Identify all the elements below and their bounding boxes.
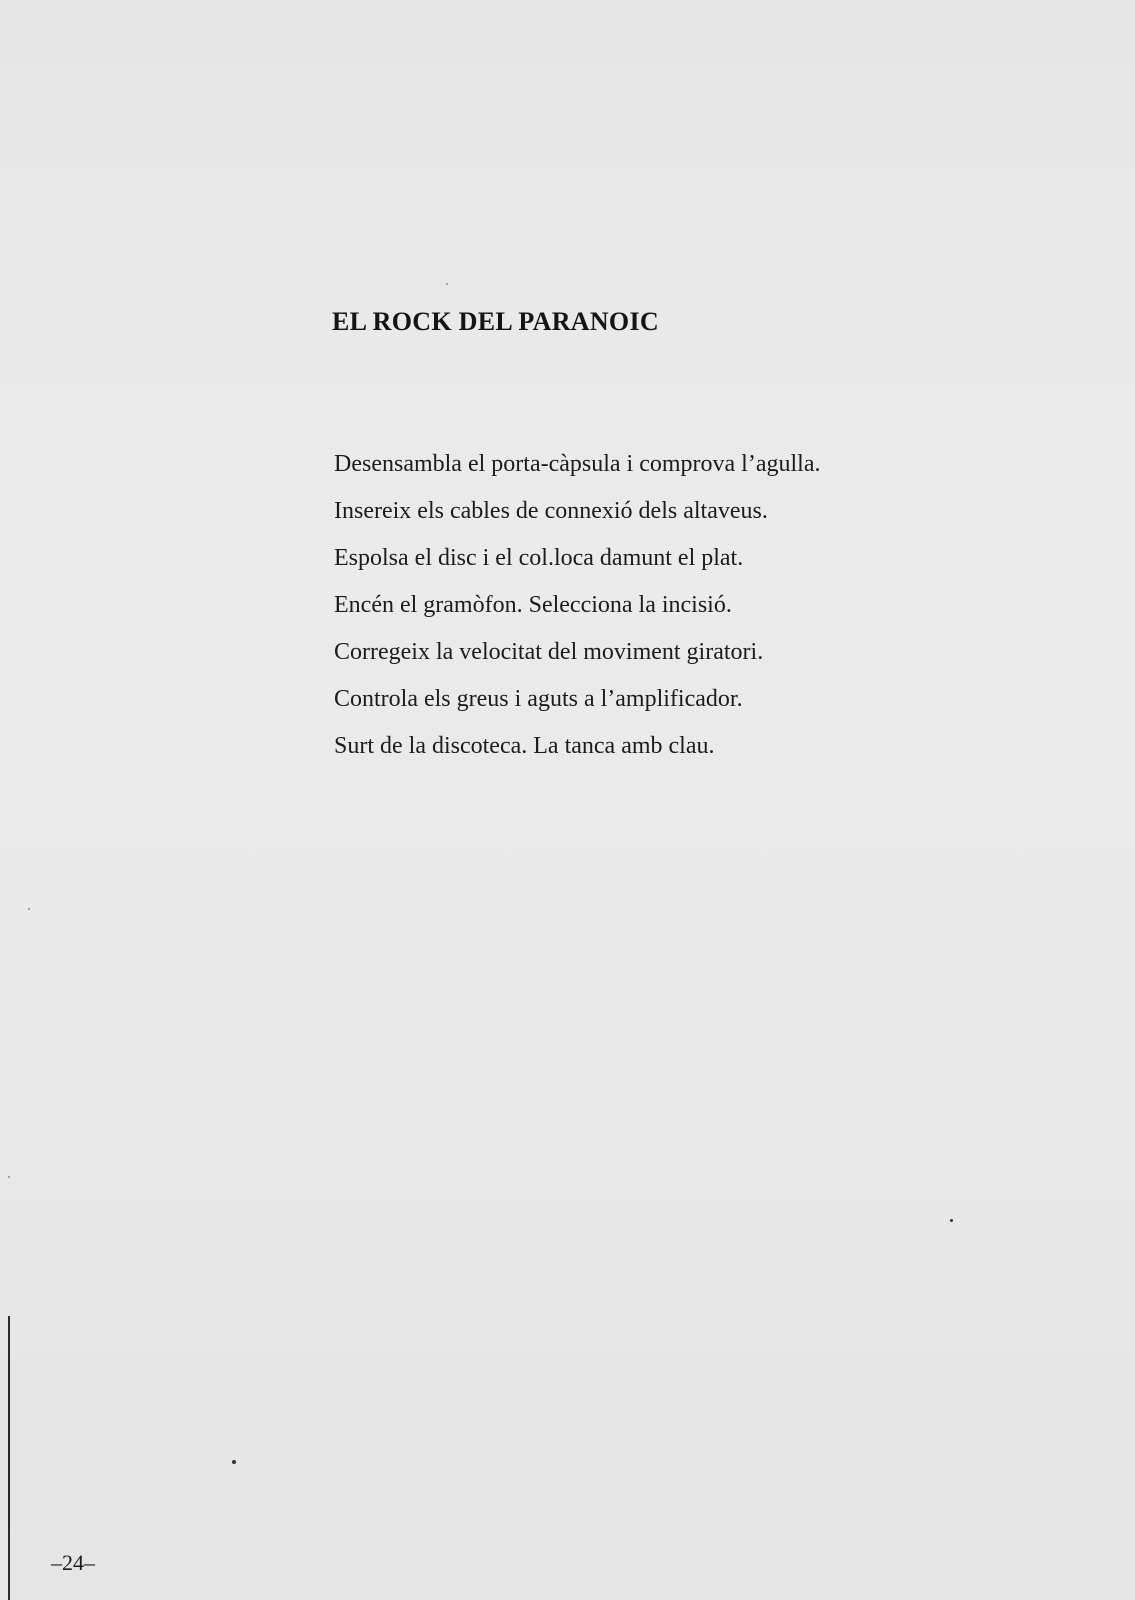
poem-line: Surt de la discoteca. La tanca amb clau. (334, 733, 715, 759)
poem-line: Espolsa el disc i el col.loca damunt el plat. (334, 545, 744, 571)
poem-line: Insereix els cables de connexió dels altaveus. (334, 498, 768, 524)
page-number: –24– (51, 1550, 95, 1575)
binding-edge-line (8, 1316, 10, 1600)
dust-speck (28, 908, 30, 910)
poem-line: Desensambla el porta-càpsula i comprova l’agulla. (334, 451, 821, 477)
dust-speck (232, 1460, 236, 1464)
dust-speck (950, 1219, 953, 1222)
poem-line: Encén el gramòfon. Selecciona la incisió. (334, 592, 732, 618)
dust-speck (446, 283, 448, 285)
poem-body (334, 447, 820, 776)
poem-line: Controla els greus i aguts a l’amplificador. (334, 686, 743, 712)
poem-line: Corregeix la velocitat del moviment giratori. (334, 639, 764, 665)
dust-speck (8, 1176, 10, 1178)
poem-title: EL ROCK DEL PARANOIC (332, 307, 659, 336)
